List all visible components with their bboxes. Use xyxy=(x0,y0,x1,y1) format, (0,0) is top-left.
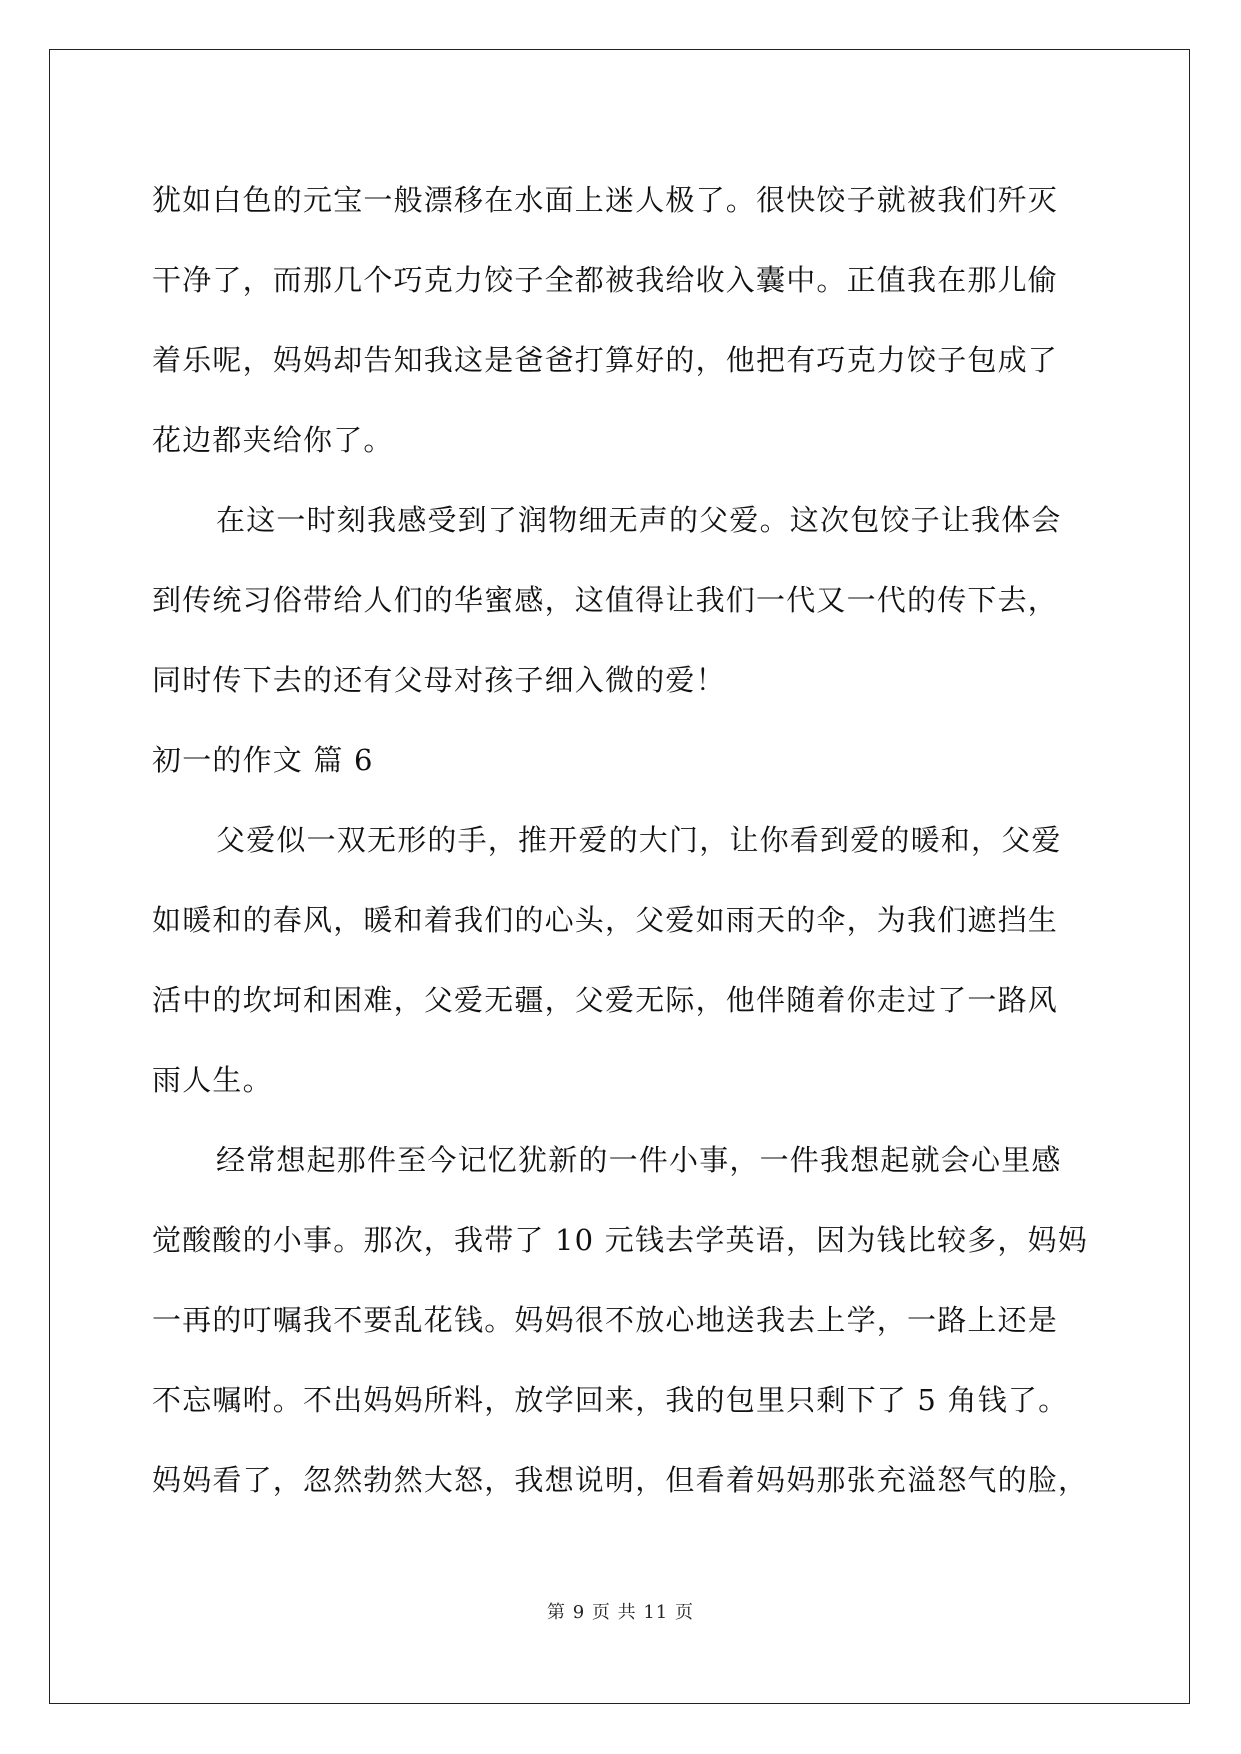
text-line: 犹如白色的元宝一般漂移在水面上迷人极了。很快饺子就被我们歼灭 xyxy=(152,183,1059,217)
section-heading: 初一的作文 篇 6 xyxy=(152,743,374,777)
text-line: 一再的叮嘱我不要乱花钱。妈妈很不放心地送我去上学，一路上还是 xyxy=(152,1303,1059,1337)
text-line: 同时传下去的还有父母对孩子细入微的爱！ xyxy=(152,663,726,697)
paragraph-first-line: 经常想起那件至今记忆犹新的一件小事，一件我想起就会心里感 xyxy=(216,1143,1062,1177)
document-body xyxy=(152,160,1092,1520)
text-line: 不忘嘱咐。不出妈妈所料，放学回来，我的包里只剩下了 5 角钱了。 xyxy=(152,1383,1069,1417)
text-line: 活中的坎坷和困难，父爱无疆，父爱无际，他伴随着你走过了一路风 xyxy=(152,983,1059,1017)
text-line: 着乐呢，妈妈却告知我这是爸爸打算好的，他把有巧克力饺子包成了 xyxy=(152,343,1059,377)
text-line: 如暖和的春风，暖和着我们的心头，父爱如雨天的伞，为我们遮挡生 xyxy=(152,903,1059,937)
page-number-footer: 第 9 页 共 11 页 xyxy=(547,1602,694,1623)
text-line: 觉酸酸的小事。那次，我带了 10 元钱去学英语，因为钱比较多，妈妈 xyxy=(152,1223,1088,1257)
text-line: 花边都夹给你了。 xyxy=(152,423,394,457)
paragraph-first-line: 在这一时刻我感受到了润物细无声的父爱。这次包饺子让我体会 xyxy=(216,503,1062,537)
text-line: 到传统习俗带给人们的华蜜感，这值得让我们一代又一代的传下去， xyxy=(152,583,1059,617)
paragraph-first-line: 父爱似一双无形的手，推开爱的大门，让你看到爱的暖和，父爱 xyxy=(216,823,1062,857)
text-line: 雨人生。 xyxy=(152,1063,273,1097)
text-line: 妈妈看了，忽然勃然大怒，我想说明，但看着妈妈那张充溢怒气的脸， xyxy=(152,1463,1089,1497)
text-line: 干净了，而那几个巧克力饺子全都被我给收入囊中。正值我在那儿偷 xyxy=(152,263,1059,297)
